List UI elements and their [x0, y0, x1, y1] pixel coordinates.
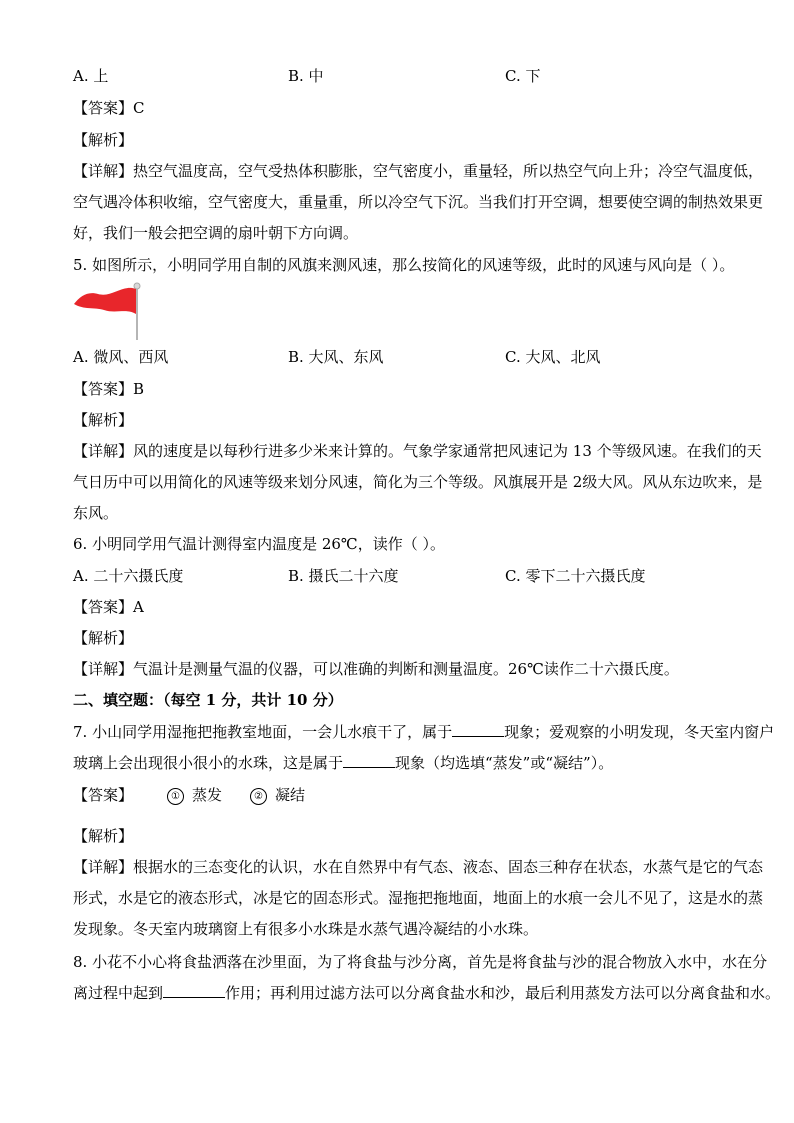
flag-cloth: [74, 288, 136, 314]
q5-analysis-label: 【解析】: [73, 411, 134, 429]
q5-answer: 【答案】B: [73, 380, 145, 398]
q5-stem: 5. 如图所示，小明同学用自制的风旗来测风速，那么按简化的风速等级，此时的风速与风向是（ ）。: [73, 256, 735, 274]
wind-flag-image: [72, 280, 144, 342]
q5-option-b: B. 大风、东风: [288, 348, 384, 366]
q6-stem: 6. 小明同学用气温计测得室内温度是 26℃，读作（ ）。: [73, 535, 445, 553]
q7-stem-line-2: 玻璃上会出现很小很小的水珠，这是属于 现象（均选填“蒸发”或“凝结”）。: [73, 754, 614, 772]
q5-option-a: A. 微风、西风: [73, 348, 169, 366]
q7-detail-line-3: 发现象。冬天室内玻璃窗上有很多小水珠是水蒸气遇冷凝结的小水珠。: [73, 920, 539, 938]
q5-detail-line-1: 【详解】风的速度是以每秒行进多少米来计算的。气象学家通常把风速记为 13 个等级风速。在我们的天: [73, 442, 762, 460]
flag-pole-top: [134, 283, 140, 289]
q4-detail-line-1: 【详解】热空气温度高，空气受热体积膨胀，空气密度小，重量轻，所以热空气向上升；冷空气温度低，: [73, 162, 764, 180]
q6-option-a: A. 二十六摄氏度: [73, 567, 184, 585]
q6-option-c: C. 零下二十六摄氏度: [505, 567, 646, 585]
section-heading-fill-blank: 二、填空题：（每空 1 分，共计 10 分）: [73, 691, 343, 709]
circled-number-1: ①: [167, 788, 184, 805]
q8-stem-line-1: 8. 小花不小心将食盐洒落在沙里面，为了将食盐与沙分离，首先是将食盐与沙的混合物放入水中，水在分: [73, 953, 768, 971]
q7-analysis-label: 【解析】: [73, 827, 134, 845]
q4-option-a: A. 上: [73, 67, 109, 85]
q6-detail-line: 【详解】气温计是测量气温的仪器，可以准确的判断和测量温度。26℃读作二十六摄氏度。: [73, 660, 679, 678]
q7-stem-line-1: 7. 小山同学用湿拖把拖教室地面，一会儿水痕干了，属于 现象；爱观察的小明发现，冬天室内窗户: [73, 723, 775, 741]
q5-option-c: C. 大风、北风: [505, 348, 601, 366]
q4-detail-line-2: 空气遇冷体积收缩，空气密度大，重量重，所以冷空气下沉。当我们打开空调，想要使空调的制热效果更: [73, 193, 764, 211]
q7-answer: 【答案】 ① 蒸发 ② 凝结: [73, 786, 306, 804]
q5-detail-line-2: 气日历中可以用简化的风速等级来划分风速，简化为三个等级。风旗展开是 2级大风。风从东边吹来，是: [73, 473, 763, 491]
circled-number-2: ②: [250, 788, 267, 805]
q4-detail-line-3: 好，我们一般会把空调的扇叶朝下方向调。: [73, 224, 359, 242]
q4-analysis-label: 【解析】: [73, 131, 134, 149]
q4-option-c: C. 下: [505, 67, 541, 85]
q5-detail-line-3: 东风。: [73, 504, 119, 522]
q6-option-b: B. 摄氏二十六度: [288, 567, 399, 585]
q8-blank: [163, 983, 225, 998]
q6-answer: 【答案】A: [73, 598, 144, 616]
q7-detail-line-1: 【详解】根据水的三态变化的认识，水在自然界中有气态、液态、固态三种存在状态，水蒸气是它的气态: [73, 858, 764, 876]
q7-blank-1: [452, 722, 504, 737]
q4-answer: 【答案】C: [73, 99, 145, 117]
q6-analysis-label: 【解析】: [73, 629, 134, 647]
q7-detail-line-2: 形式，水是它的液态形式，冰是它的固态形式。湿拖把拖地面，地面上的水痕一会儿不见了，这是水的蒸: [73, 889, 764, 907]
q7-blank-2: [343, 753, 395, 768]
q4-option-b: B. 中: [288, 67, 324, 85]
q8-stem-line-2: 离过程中起到 作用；再利用过滤方法可以分离食盐水和沙，最后利用蒸发方法可以分离食盐和水。: [73, 984, 781, 1002]
